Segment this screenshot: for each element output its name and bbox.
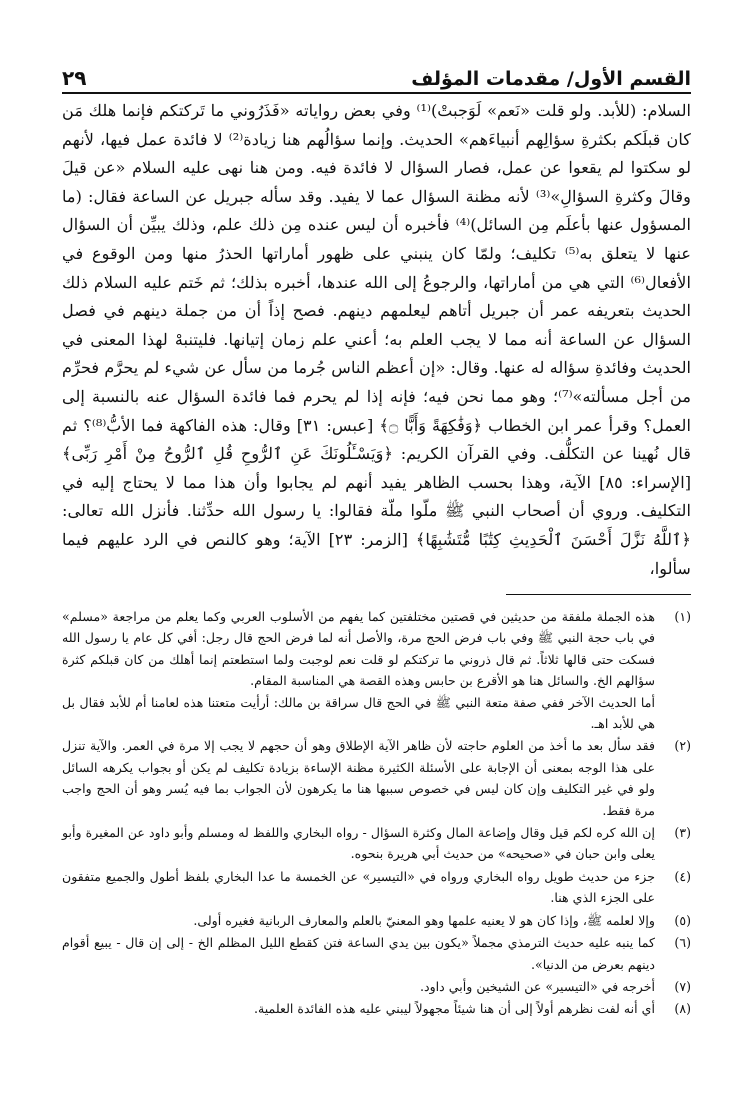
footnote-text: كما ينبه عليه حديث الترمذي مجملاً «يكون بين يدي الساعة فتن كقطع الليل المظلم الخ - إلى إن قال - يبيع أقوام دينهم بعرض من الدنيا». (62, 935, 655, 972)
footnote-number: (٨) (674, 1001, 691, 1017)
footnote-6 (62, 932, 691, 975)
footnote-text: إن الله كره لكم قيل وقال وإضاعة المال وكثرة السؤال - رواه البخاري واللفظ له ومسلم وأبو داود عن المغيرة وأبو يعلى وابن حبان في «صحيحه» من حديث أبي هريرة بنحوه. (62, 825, 655, 862)
section-title: القسم الأول/ مقدمات المؤلف (411, 68, 691, 90)
body-paragraph: السلام: (للأبد. ولو قلت «نَعم» لَوَجبتْ)⁽¹⁾ وفي بعض رواياته «فَذَرُوني ما تَركتكم فإنما هلك مَن كان قبلَكم بكثرةِ سؤالِهم أنبياءَهم» الحديث. وإنما سؤالُهم هنا زيادة⁽²⁾ لا فائدة عمل فيها، لأنهم لو سكتوا لم يقعوا عن عمل، فصار السؤال لا فائدة فيه. ومن هنا نهى عليه السلام «عن قيلَ وقالَ وكثرةِ السؤالِ»⁽³⁾ لأنه مظنة السؤال عما لا يفيد. وقد سأله جبريل عن الساعة فقال: (ما المسؤول عنها بأعلَم مِن السائل)⁽⁴⁾ فأخبره أن ليس عنده مِن ذلك علم، وذلك يبيِّن أن السؤال عنها لا يتعلق به⁽⁵⁾ تكليف؛ ولمّا كان ينبني على ظهور أماراتها الحذرُ منها ومن الوقوع في الأفعال⁽⁶⁾ التي هي من أماراتها، والرجوعُ إلى الله عندها، أخبره بذلك؛ ثم خَتم عليه السلام ذلك الحديث بتعريفه عمر أن جبريل أتاهم ليعلمهم دينهم. فصح إذاً أن من جملة دينهم في فصل السؤال عن الساعة أنه مما لا يجب العلم به؛ أعني علم زمان إتيانها. فليتنبهْ لهذا المعنى في الحديث وفائدةِ سؤاله له عنها. وقال: «إن أعظم الناس جُرما من سأل عن شيء لم يحرَّم فحرِّم من أجل مسألته»⁽⁷⁾؛ وهو مما نحن فيه؛ فإنه إذا لم يحرم فما فائدة السؤال عنه بالنسبة إلى العمل؟ وقرأ عمر ابن الخطاب ﴿وَفَٰكِهَةً وَأَبًّا ۝﴾ [عبس: ٣١] وقال: هذه الفاكهة فما الأبُّ⁽⁸⁾؟ ثم قال نُهينا عن التكلُّف. وفي القرآن الكريم: ﴿وَيَسْـَٔلُونَكَ عَنِ ٱلرُّوحِ قُلِ ٱلرُّوحُ مِنْ أَمْرِ رَبِّى﴾ [الإسراء: ٨٥] الآية، وهذا بحسب الظاهر يفيد أنهم لم يجابوا وأن هذا مما لا يحتاج إليه في التكليف. وروي أن أصحاب النبي ﷺ ملّوا ملّة فقالوا: يا رسول الله حدِّثنا. فأنزل الله تعالى: ﴿ٱللَّهُ نَزَّلَ أَحْسَنَ ٱلْحَدِيثِ كِتَٰبًا مُّتَشَٰبِهًا﴾ [الزمر: ٢٣] الآية؛ وهو كالنص في الرد عليهم فيما سألوا، (62, 101, 692, 578)
footnote-7 (62, 976, 691, 997)
footnote-text: وإلا لعلمه ﷺ، وإذا كان هو لا يعنيه علمها وهو المعنيّ بالعلم والمعارف الربانية فغيره أولى. (193, 912, 655, 928)
footnote-4 (62, 866, 691, 909)
footnote-3 (62, 822, 691, 865)
footnote-text: أما الحديث الآخر ففي صفة متعة النبي ﷺ في الحج قال سراقة بن مالك: أرأيت متعتنا هذه لعامنا أم للأبد فقال بل هي للأبد اهـ. (62, 694, 655, 732)
footnote-5 (62, 910, 691, 931)
footnote-separator (506, 594, 691, 595)
footnote-number: (٥) (674, 912, 691, 928)
footnote-1 (62, 606, 691, 734)
footnotes (62, 606, 691, 1021)
footnote-number: (٤) (674, 868, 691, 884)
footnote-number: (١) (674, 609, 691, 624)
running-header (62, 58, 691, 94)
footnote-number: (٣) (674, 825, 691, 841)
footnote-number: (٦) (674, 935, 691, 951)
footnote-text: فقد سأل بعد ما أخذ من العلوم حاجته لأن ظاهر الآية الإطلاق وهو أن حجهم لا يجب إلا مرة في العمر. والآية تنزل على هذا الوجه بمعنى أن الإجابة على الأسئلة الكثيرة مظنة الإساءة بزيادة تكليف لم يكن أو بجواب يكرهه السائل ولو في غير التكليف وإن كان ليس في خصوص سببها هنا ما يكرهون لأن الجواب بما فيه يُسر وهو أن الحج واجب مرة فقط. (62, 738, 655, 818)
footnote-number: (٧) (674, 978, 691, 994)
footnote-text: هذه الجملة ملفقة من حديثين في قصتين مختلفتين كما يفهم من الأسلوب العربي وكما يعلم من مراجعة «مسلم» في باب حجة النبي ﷺ وفي باب فرض الحج مرة، والأصل أنه لما فرض الحج قال رجل: أفي كل عام يا رسول الله فسكت حتى قالها ثلاثاً. ثم قال ذروني ما تركتكم لو قلت نعم لوجبت ولما استطعتم إنما أهلك من كان قبلكم كثرة سؤالهم الخ. والسائل هنا هو الأقرع بن حابس وهذه القصة هي المناسبة المقام. (62, 609, 655, 689)
footnote-text: جزء من حديث طويل رواه البخاري ورواه في «التيسير» عن الخمسة ما عدا البخاري بلفظ أطول والجميع متفقون على الجزء الذي هنا. (62, 868, 655, 906)
main-text (62, 97, 691, 583)
page-number: ٢٩ (62, 66, 87, 90)
footnote-text: أي أنه لفت نظرهم أولاً إلى أن هنا شيئاً مجهولاً ليبني عليه هذه الفائدة العلمية. (253, 1001, 655, 1017)
footnote-number: (٢) (674, 738, 691, 754)
footnote-text: أخرجه في «التيسير» عن الشيخين وأبي داود. (419, 978, 655, 994)
footnote-2 (62, 735, 691, 821)
footnote-8 (62, 998, 691, 1019)
